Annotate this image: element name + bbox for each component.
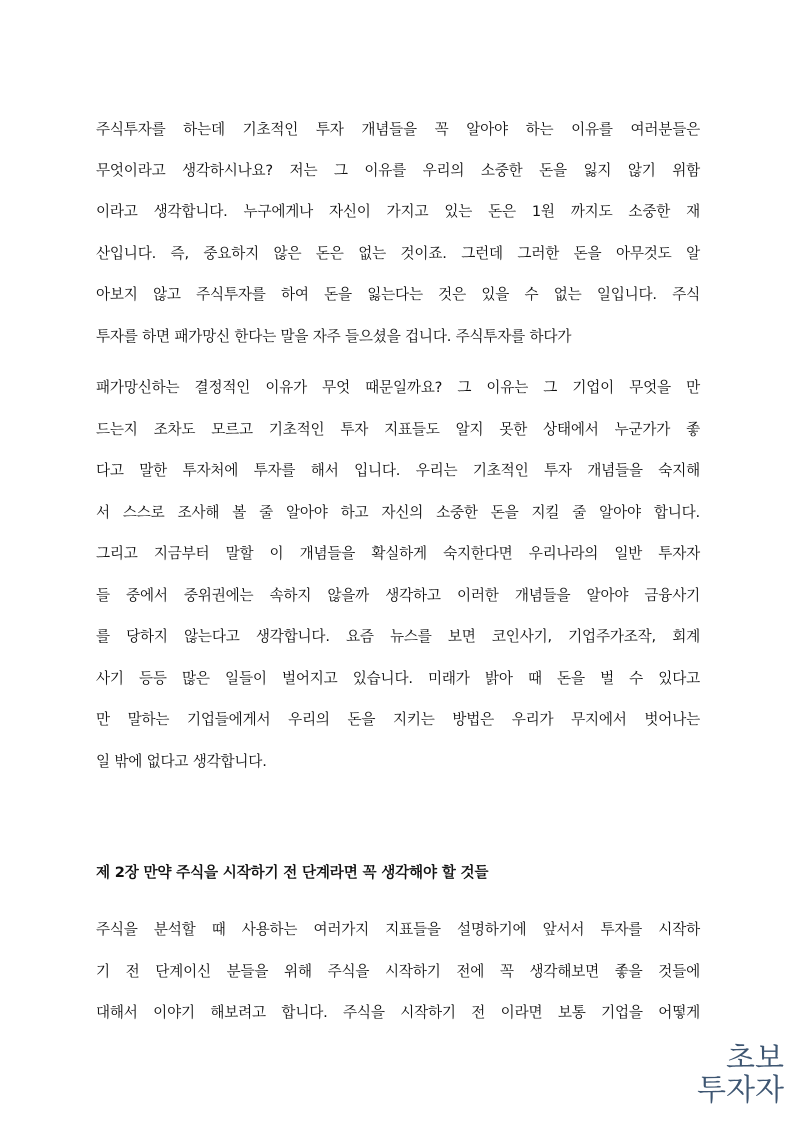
logo-line-1: 초보 [726, 1041, 784, 1076]
chapter-heading: 제 2장 만약 주식을 시작하기 전 단계라면 꼭 생각해야 할 것들 [96, 864, 489, 881]
text-line: 드는지 조차도 모르고 기초적인 투자 지표들도 알지 못한 상태에서 누군가가 좋 [96, 421, 700, 438]
text-line: 들 중에서 중위권에는 속하지 않을까 생각하고 이러한 개념들을 알아야 금융사기 [96, 587, 700, 604]
text-line: 일 밖에 없다고 생각합니다. [96, 753, 267, 770]
logo [688, 1043, 784, 1107]
text-line: 패가망신하는 결정적인 이유가 무엇 때문일까요? 그 이유는 그 기업이 무엇을 만 [96, 379, 700, 396]
text-line: 주식을 분석할 때 사용하는 여러가지 지표들을 설명하기에 앞서서 투자를 시작하 [96, 921, 700, 938]
text-line: 사기 등등 많은 일들이 벌어지고 있습니다. 미래가 밝아 때 돈을 벌 수 있다고 [96, 670, 700, 687]
text-line: 만 말하는 기업들에게서 우리의 돈을 지키는 방법은 우리가 무지에서 벗어나는 [96, 711, 700, 728]
text-line: 다고 말한 투자처에 투자를 해서 입니다. 우리는 기초적인 투자 개념들을 숙지해 [96, 462, 700, 479]
logo-line-2: 투자자 [697, 1073, 784, 1108]
text-line: 이라고 생각합니다. 누구에게나 자신이 가지고 있는 돈은 1원 까지도 소중한 재 [96, 203, 700, 220]
text-line: 아보지 않고 주식투자를 하여 돈을 잃는다는 것은 있을 수 없는 일입니다. 주식 [96, 286, 700, 303]
text-line: 기 전 단계이신 분들을 위해 주식을 시작하기 전에 꼭 생각해보면 좋을 것들에 [96, 963, 700, 980]
text-line: 그리고 지금부터 말할 이 개념들을 확실하게 숙지한다면 우리나라의 일반 투자자 [96, 545, 700, 562]
text-line: 서 스스로 조사해 볼 줄 알아야 하고 자신의 소중한 돈을 지킬 줄 알아야 합니다. [96, 504, 700, 521]
text-line: 를 당하지 않는다고 생각합니다. 요즘 뉴스를 보면 코인사기, 기업주가조작, 회계 [96, 628, 700, 645]
text-line: 주식투자를 하는데 기초적인 투자 개념들을 꼭 알아야 하는 이유를 여러분들은 [96, 121, 700, 138]
text-line: 무엇이라고 생각하시나요? 저는 그 이유를 우리의 소중한 돈을 잃지 않기 위함 [96, 162, 700, 179]
text-line: 투자를 하면 패가망신 한다는 말을 자주 들으셨을 겁니다. 주식투자를 하다가 [96, 328, 572, 345]
text-line: 산입니다. 즉, 중요하지 않은 돈은 없는 것이죠. 그런데 그러한 돈을 아무것도 알 [96, 245, 700, 262]
text-line: 대해서 이야기 해보려고 합니다. 주식을 시작하기 전 이라면 보통 기업을 어떻게 [96, 1004, 700, 1021]
